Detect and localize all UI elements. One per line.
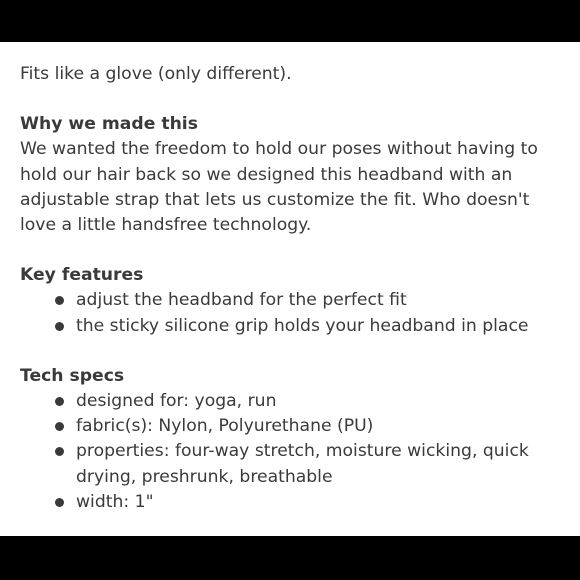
list-item (20, 439, 560, 489)
features-section (20, 263, 560, 339)
list-item-text: designed for: yoga, run (76, 391, 277, 412)
why-body: We wanted the freedom to hold our poses without having to hold our hair back so we designed this headband with an adjustable strap that lets us customize the fit. Who doesn't love a little handsfree technology. (20, 139, 538, 236)
list-item (20, 288, 560, 313)
list-item-text: fabric(s): Nylon, Polyurethane (PU) (76, 416, 374, 437)
bullet-icon (55, 422, 64, 431)
list-item (20, 414, 560, 439)
list-item-text: properties: four-way stretch, moisture wicking, quick drying, preshrunk, breathable (76, 441, 529, 487)
bullet-icon (55, 498, 64, 507)
features-list (20, 288, 560, 338)
bullet-icon (55, 447, 64, 456)
why-heading: Why we made this (20, 114, 198, 135)
bullet-icon (55, 296, 64, 305)
why-section (20, 112, 560, 238)
bullet-icon (55, 397, 64, 406)
list-item-text: the sticky silicone grip holds your headband in place (76, 315, 529, 336)
list-item-text: adjust the headband for the perfect fit (76, 290, 407, 311)
intro-text: Fits like a glove (only different). (20, 64, 292, 84)
features-heading: Key features (20, 265, 144, 286)
list-item (20, 389, 560, 414)
specs-heading: Tech specs (20, 365, 125, 386)
list-item-text: width: 1" (76, 491, 154, 512)
specs-list (20, 389, 560, 515)
specs-section (20, 364, 560, 515)
product-description-panel (0, 42, 580, 536)
bullet-icon (55, 322, 64, 331)
list-item (20, 490, 560, 515)
list-item (20, 314, 560, 339)
